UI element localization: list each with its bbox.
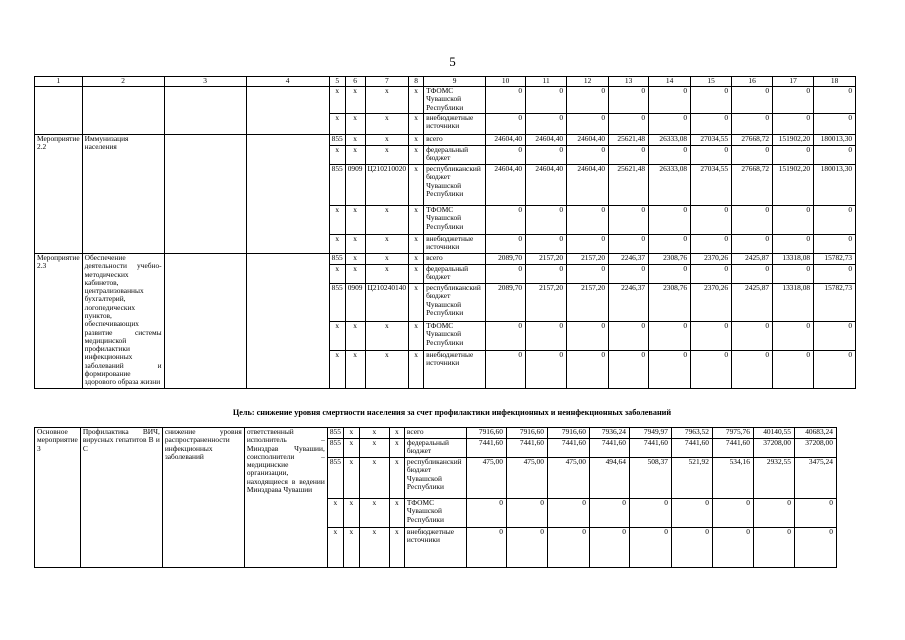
empty-cell [35,87,83,135]
amount-cell: 0 [773,146,814,165]
amount-cell: 27034,55 [691,135,732,146]
funding-source-cell: республиканский бюджет Чувашской Республики [404,458,466,499]
code-cell: Ц210210020 [365,165,409,206]
amount-cell: 0 [609,351,649,389]
code-cell: x [359,528,389,568]
amount-cell: 0 [773,235,814,254]
amount-cell: 0 [691,146,732,165]
amount-cell: 0 [609,114,649,135]
amount-cell: 0 [567,206,609,235]
code-cell: x [409,284,424,322]
funding-source-cell: ТФОМС Чувашской Республики [424,322,486,351]
amount-cell: 0 [649,265,691,284]
code-cell: x [389,528,404,568]
code-cell: 855 [329,284,345,322]
amount-cell: 0 [609,235,649,254]
amount-cell: 0 [649,322,691,351]
amount-cell: 0 [712,528,753,568]
empty-cell [164,254,246,389]
funding-source-cell: ТФОМС Чувашской Республики [424,87,486,114]
amount-cell: 0 [691,235,732,254]
amount-cell: 0 [567,146,609,165]
code-cell: 0909 [345,165,365,206]
amount-cell: 7916,60 [547,428,589,439]
code-cell: 855 [327,428,343,439]
column-header: 12 [567,77,609,87]
amount-cell: 24604,40 [567,165,609,206]
code-cell: x [345,135,365,146]
amount-cell: 0 [814,265,856,284]
amount-cell: 0 [567,265,609,284]
column-header: 3 [164,77,246,87]
column-header: 16 [732,77,773,87]
column-header: 7 [365,77,409,87]
amount-cell: 0 [814,114,856,135]
funding-source-cell: всего [404,428,466,439]
code-cell: x [329,206,345,235]
amount-cell: 0 [732,235,773,254]
amount-cell: 0 [526,87,567,114]
amount-cell: 0 [567,322,609,351]
code-cell: x [365,206,409,235]
amount-cell: 2157,20 [567,254,609,265]
code-cell: 855 [329,165,345,206]
column-header: 11 [526,77,567,87]
amount-cell: 475,00 [466,458,506,499]
amount-cell: 24604,40 [526,165,567,206]
code-cell: x [365,87,409,114]
amount-cell: 180013,30 [814,165,856,206]
amount-cell: 0 [753,499,794,528]
amount-cell: 37208,00 [794,439,836,458]
empty-cell [246,135,329,254]
amount-cell: 0 [486,265,526,284]
amount-cell: 7963,52 [671,428,712,439]
code-cell: x [345,146,365,165]
funding-source-cell: ТФОМС Чувашской Республики [424,206,486,235]
code-cell: x [409,322,424,351]
amount-cell: 0 [547,499,589,528]
amount-cell: 0 [506,499,547,528]
code-cell: x [389,499,404,528]
code-cell: x [409,235,424,254]
code-cell: x [329,235,345,254]
column-header: 15 [691,77,732,87]
code-cell: x [389,439,404,458]
funding-source-cell: федеральный бюджет [424,146,486,165]
amount-cell: 0 [732,87,773,114]
amount-cell: 24604,40 [486,135,526,146]
code-cell: x [327,499,343,528]
amount-cell: 7975,76 [712,428,753,439]
amount-cell: 2246,37 [609,254,649,265]
code-cell: x [345,254,365,265]
amount-cell: 0 [466,499,506,528]
amount-cell: 7441,60 [671,439,712,458]
amount-cell: 0 [486,114,526,135]
amount-cell: 0 [732,265,773,284]
amount-cell: 2425,87 [732,254,773,265]
measure-description [82,87,164,135]
amount-cell: 2308,76 [649,254,691,265]
amount-cell: 0 [567,351,609,389]
code-cell: x [359,499,389,528]
column-header: 18 [814,77,856,87]
amount-cell: 0 [486,87,526,114]
code-cell: x [327,528,343,568]
funding-source-cell: федеральный бюджет [424,265,486,284]
code-cell: x [359,428,389,439]
amount-cell: 0 [466,528,506,568]
code-cell: x [389,428,404,439]
code-cell: x [345,87,365,114]
amount-cell: 475,00 [547,458,589,499]
amount-cell: 7949,97 [629,428,671,439]
column-header: 10 [486,77,526,87]
amount-cell: 494,64 [589,458,629,499]
code-cell: x [409,265,424,284]
amount-cell: 24604,40 [567,135,609,146]
code-cell: 855 [329,254,345,265]
goal-heading: Цель: снижение уровня смертности населения за счет профилактики инфекционных и неинфекционных заболеваний [232,408,672,417]
amount-cell: 2425,87 [732,284,773,322]
amount-cell: 0 [732,351,773,389]
code-cell: x [329,146,345,165]
code-cell: 855 [329,135,345,146]
amount-cell: 0 [691,114,732,135]
amount-cell: 0 [753,528,794,568]
amount-cell: 15782,73 [814,284,856,322]
amount-cell: 0 [671,528,712,568]
amount-cell: 0 [691,265,732,284]
code-cell: x [345,322,365,351]
empty-cell [246,254,329,389]
amount-cell: 0 [649,87,691,114]
amount-cell: 0 [629,528,671,568]
amount-cell: 0 [691,351,732,389]
amount-cell: 2157,20 [526,284,567,322]
amount-cell: 0 [526,351,567,389]
amount-cell: 0 [794,499,836,528]
amount-cell: 2308,76 [649,284,691,322]
amount-cell: 0 [486,322,526,351]
funding-source-cell: внебюджетные источники [424,114,486,135]
funding-source-cell: всего [424,135,486,146]
amount-cell: 40683,24 [794,428,836,439]
amount-cell: 2157,20 [567,284,609,322]
amount-cell: 0 [506,528,547,568]
amount-cell: 0 [609,87,649,114]
amount-cell: 0 [526,206,567,235]
column-header: 2 [82,77,164,87]
amount-cell: 0 [814,235,856,254]
amount-cell: 7936,24 [589,428,629,439]
amount-cell: 7441,60 [712,439,753,458]
amount-cell: 7441,60 [466,439,506,458]
code-cell: x [329,322,345,351]
amount-cell: 0 [486,146,526,165]
amount-cell: 2089,70 [486,284,526,322]
budget-table-goal [34,427,837,568]
code-cell: x [329,114,345,135]
amount-cell: 0 [814,206,856,235]
amount-cell: 40140,55 [753,428,794,439]
amount-cell: 7441,60 [629,439,671,458]
budget-table [34,76,856,389]
amount-cell: 0 [567,114,609,135]
amount-cell: 0 [773,114,814,135]
column-header: 1 [35,77,83,87]
amount-cell: 25621,48 [609,135,649,146]
code-cell: x [409,254,424,265]
amount-cell: 24604,40 [486,165,526,206]
measure-description: Иммунизация населения [82,135,164,254]
amount-cell: 0 [773,265,814,284]
empty-cell [246,87,329,135]
amount-cell: 521,92 [671,458,712,499]
code-cell: x [343,428,359,439]
column-header: 17 [773,77,814,87]
column-header: 13 [609,77,649,87]
column-header: 6 [345,77,365,87]
amount-cell: 0 [526,265,567,284]
amount-cell: 0 [486,351,526,389]
amount-cell: 0 [526,146,567,165]
code-cell: x [329,265,345,284]
code-cell: x [389,458,404,499]
code-cell: x [409,114,424,135]
page-number: 5 [449,54,456,69]
amount-cell: 0 [609,322,649,351]
table-row [35,87,856,114]
code-cell: 855 [327,439,343,458]
empty-cell [164,135,246,254]
code-cell: x [409,206,424,235]
code-cell: x [359,458,389,499]
column-header: 14 [649,77,691,87]
amount-cell: 0 [589,499,629,528]
amount-cell: 0 [567,87,609,114]
code-cell: x [359,439,389,458]
code-cell: x [329,351,345,389]
amount-cell: 0 [814,87,856,114]
amount-cell: 7441,60 [547,439,589,458]
amount-cell: 13318,08 [773,284,814,322]
table-row [35,135,856,146]
code-cell: x [345,265,365,284]
header-row [35,77,856,87]
column-header: 8 [409,77,424,87]
amount-cell: 2089,70 [486,254,526,265]
code-cell: Ц210240140 [365,284,409,322]
amount-cell: 27668,72 [732,165,773,206]
amount-cell: 151902,20 [773,165,814,206]
amount-cell: 0 [486,206,526,235]
amount-cell: 26333,08 [649,135,691,146]
responsible-executor: ответственный исполнитель – Минздрав Чувашии, соисполнители – медицинские организации, находящиеся в ведении Минздрава Чувашии [244,428,327,568]
funding-source-cell: всего [424,254,486,265]
code-cell: x [365,146,409,165]
amount-cell: 37208,00 [753,439,794,458]
measure-name: Мероприятие 2.3 [35,254,83,389]
amount-cell: 0 [773,322,814,351]
amount-cell: 25621,48 [609,165,649,206]
amount-cell: 26333,08 [649,165,691,206]
amount-cell: 2370,26 [691,254,732,265]
amount-cell: 475,00 [506,458,547,499]
amount-cell: 0 [486,235,526,254]
amount-cell: 27668,72 [732,135,773,146]
amount-cell: 13318,08 [773,254,814,265]
amount-cell: 0 [671,499,712,528]
column-header: 5 [329,77,345,87]
code-cell: x [365,114,409,135]
amount-cell: 0 [629,499,671,528]
amount-cell: 24604,40 [526,135,567,146]
amount-cell: 0 [609,265,649,284]
amount-cell: 0 [773,87,814,114]
amount-cell: 0 [814,322,856,351]
funding-source-cell: внебюджетные источники [404,528,466,568]
code-cell: x [365,265,409,284]
code-cell: x [343,458,359,499]
code-cell: x [345,206,365,235]
code-cell: x [409,165,424,206]
amount-cell: 7441,60 [506,439,547,458]
amount-cell: 2932,55 [753,458,794,499]
amount-cell: 0 [732,146,773,165]
code-cell: x [345,235,365,254]
amount-cell: 0 [609,146,649,165]
amount-cell: 0 [526,322,567,351]
funding-source-cell: федеральный бюджет [404,439,466,458]
amount-cell: 0 [526,114,567,135]
amount-cell: 0 [691,206,732,235]
code-cell: x [365,235,409,254]
code-cell: x [409,351,424,389]
empty-cell [164,87,246,135]
code-cell: x [345,351,365,389]
amount-cell: 0 [712,499,753,528]
amount-cell: 27034,55 [691,165,732,206]
amount-cell: 0 [649,235,691,254]
amount-cell: 0 [649,146,691,165]
amount-cell: 3475,24 [794,458,836,499]
amount-cell: 0 [691,322,732,351]
table-row [35,254,856,265]
column-header: 4 [246,77,329,87]
measure-name: Мероприятие 2.2 [35,135,83,254]
code-cell: x [343,528,359,568]
amount-cell: 0 [814,351,856,389]
code-cell: x [409,146,424,165]
amount-cell: 7916,60 [506,428,547,439]
code-cell: x [365,351,409,389]
amount-cell: 534,16 [712,458,753,499]
amount-cell: 15782,73 [814,254,856,265]
funding-source-cell: республиканский бюджет Чувашской Республики [424,284,486,322]
amount-cell: 0 [526,235,567,254]
amount-cell: 0 [732,206,773,235]
amount-cell: 0 [732,114,773,135]
amount-cell: 7916,60 [466,428,506,439]
code-cell: x [343,499,359,528]
amount-cell: 7441,60 [589,439,629,458]
measure-description: Профилактика ВИЧ, вирусных гепатитов В и С [80,428,162,568]
amount-cell: 0 [567,235,609,254]
amount-cell: 0 [589,528,629,568]
code-cell: x [409,87,424,114]
amount-cell: 2246,37 [609,284,649,322]
table-row [35,428,837,439]
amount-cell: 0 [649,351,691,389]
code-cell: x [409,135,424,146]
measure-description: Обеспечение деятельности учебно-методических кабинетов, централизованных бухгалтерий, логопедических пунктов, обеспечивающих развитие системы медицинской профилактики инфекционных заболеваний и формирование здорового образа жизни [82,254,164,389]
amount-cell: 0 [773,351,814,389]
amount-cell: 151902,20 [773,135,814,146]
amount-cell: 0 [773,206,814,235]
amount-cell: 0 [732,322,773,351]
code-cell: x [329,87,345,114]
code-cell: 855 [327,458,343,499]
code-cell: x [365,135,409,146]
amount-cell: 0 [649,206,691,235]
funding-source-cell: внебюджетные источники [424,235,486,254]
code-cell: 0909 [345,284,365,322]
code-cell: x [365,254,409,265]
amount-cell: 0 [814,146,856,165]
code-cell: x [345,114,365,135]
amount-cell: 508,37 [629,458,671,499]
funding-source-cell: республиканский бюджет Чувашской Республики [424,165,486,206]
code-cell: x [343,439,359,458]
measure-name: Основное мероприятие 3 [35,428,81,568]
amount-cell: 2370,26 [691,284,732,322]
amount-cell: 180013,30 [814,135,856,146]
expected-result: снижение уровня распространенности инфекционных заболеваний [162,428,244,568]
amount-cell: 0 [691,87,732,114]
amount-cell: 0 [547,528,589,568]
column-header: 9 [424,77,486,87]
amount-cell: 0 [794,528,836,568]
funding-source-cell: внебюджетные источники [424,351,486,389]
funding-source-cell: ТФОМС Чувашской Республики [404,499,466,528]
amount-cell: 0 [609,206,649,235]
amount-cell: 2157,20 [526,254,567,265]
code-cell: x [365,322,409,351]
amount-cell: 0 [649,114,691,135]
